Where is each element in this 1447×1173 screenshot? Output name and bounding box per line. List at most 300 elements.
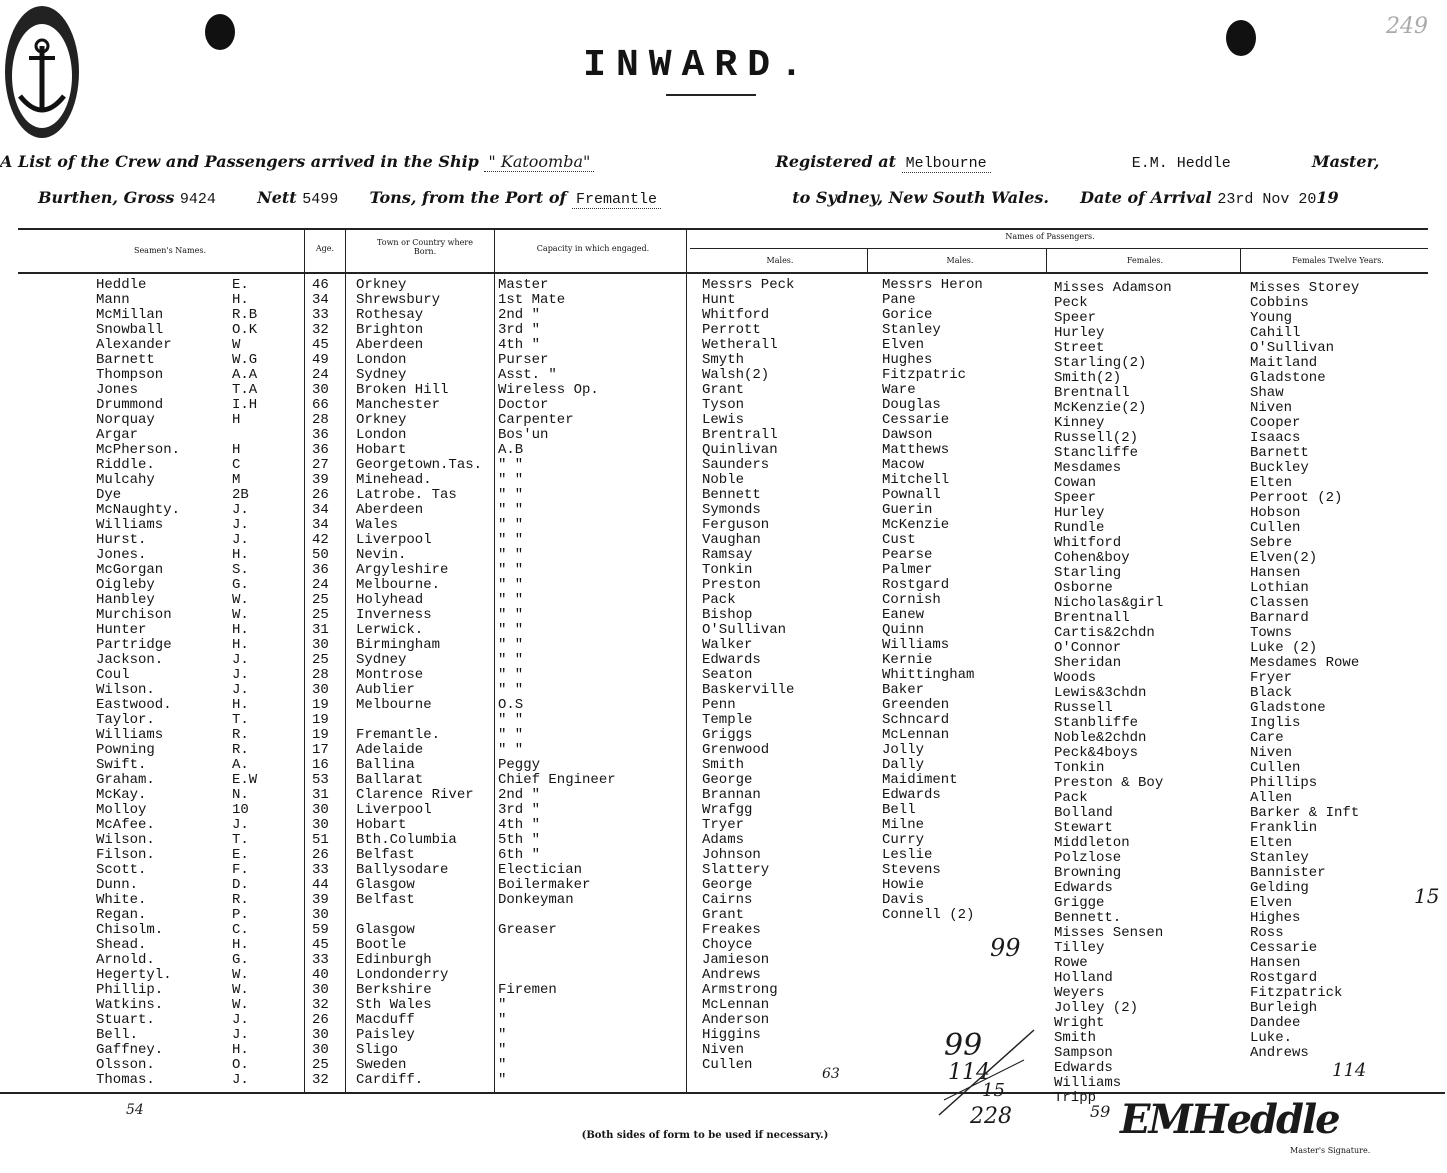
crew-initial: H [232,412,241,428]
from-port: Fremantle [572,191,661,209]
crew-surname: Swift. [96,757,147,773]
crew-surname: Scott. [96,862,147,878]
table-bottom-rule [0,1092,1445,1094]
crew-age: 66 [312,397,329,413]
crew-initial: J. [232,1012,249,1028]
crew-age: 32 [312,1072,329,1088]
crew-initial: T.A [232,382,258,398]
crew-initial: W. [232,982,249,998]
female-passenger: Stancliffe [1054,445,1139,461]
female-passenger: Sampson [1054,1045,1113,1061]
crew-surname: McGorgan [96,562,164,578]
crew-capacity: " " [498,577,524,593]
male-passenger: Wetherall [702,337,778,353]
child-passenger: Allen [1250,790,1293,806]
males-column-1 [702,278,794,1073]
crew-initial: F. [232,862,249,878]
crew-surname: Murchison [96,607,172,623]
crew-initial: P. [232,907,249,923]
child-passenger: Young [1250,310,1293,326]
females-column [1054,281,1172,1106]
crew-surname: Taylor. [96,712,155,728]
female-passenger: Jolley (2) [1054,1000,1139,1016]
crew-capacity: Electician [498,862,583,878]
crew-capacity: Peggy [498,757,541,773]
crew-capacity: 4th " [498,817,541,833]
female-passenger: Bolland [1054,805,1113,821]
crew-town: Macduff [356,1012,415,1028]
burthen-label: Burthen, Gross [38,188,175,207]
col-divider-age [304,228,305,1092]
child-passenger: Highes [1250,910,1301,926]
male-passenger: Baker [882,682,925,698]
female-passenger: Street [1054,340,1105,356]
arrival-date: 23rd Nov 20 [1217,191,1317,208]
male-passenger: Howie [882,877,925,893]
header-passengers: Names of Passengers. [1005,232,1095,241]
crew-age: 53 [312,772,329,788]
crew-surname: Drummond [96,397,164,413]
child-passenger: Inglis [1250,715,1301,731]
crew-town: Glasgow [356,877,415,893]
male-passenger: Mitchell [882,472,950,488]
header-males-1: Males. [766,256,794,265]
crew-capacity: 5th " [498,832,541,848]
crew-surname: Filson. [96,847,155,863]
male-passenger: Ware [882,382,916,398]
male-passenger: Pane [882,292,916,308]
female-passenger: Speer [1054,490,1097,506]
male-passenger: Brentrall [702,427,778,443]
male-passenger: Hunt [702,292,736,308]
female-passenger: O'Connor [1054,640,1122,656]
crew-town: Ballysodare [356,862,449,878]
crew-town: Manchester [356,397,441,413]
male-passenger: Williams [882,637,950,653]
crew-capacity: " " [498,502,524,518]
crew-surname: Alexander [96,337,172,353]
male-passenger: Freakes [702,922,761,938]
female-passenger: Rowe [1054,955,1088,971]
crew-town: Hobart [356,442,407,458]
crew-town: Sydney [356,367,407,383]
crew-capacity: Purser [498,352,549,368]
male-passenger: Fitzpatric [882,367,967,383]
crew-town: Glasgow [356,922,415,938]
child-passenger: Mesdames Rowe [1250,655,1360,671]
master-signature: EMHeddle [1120,1096,1339,1143]
crew-age: 59 [312,922,329,938]
female-passenger: Tilley [1054,940,1105,956]
crew-capacity: 3rd " [498,322,541,338]
child-passenger: Cooper [1250,415,1301,431]
crew-town: Londonderry [356,967,449,983]
crew-surname: Eastwood. [96,697,172,713]
crew-town: Hobart [356,817,407,833]
crew-initial: 10 [232,802,249,818]
crew-capacity: " " [498,517,524,533]
female-passenger: Tripp [1054,1090,1097,1106]
crew-town: Orkney [356,412,407,428]
crew-capacity: " " [498,682,524,698]
child-passenger: Franklin [1250,820,1318,836]
male-passenger: Anderson [702,1012,770,1028]
crew-initial: J. [232,667,249,683]
header-females: Females. [1126,256,1164,265]
male-passenger: Milne [882,817,925,833]
crew-surname: Regan. [96,907,147,923]
crew-capacity: 3rd " [498,802,541,818]
crew-town: Liverpool [356,802,432,818]
crew-initial: J. [232,817,249,833]
child-passenger: Lothian [1250,580,1309,596]
crew-capacity: 1st Mate [498,292,566,308]
crew-age: 30 [312,802,329,818]
crew-town: Georgetown.Tas. [356,457,483,473]
crew-capacity: " " [498,667,524,683]
male-passenger: McKenzie [882,517,950,533]
child-passenger: Cobbins [1250,295,1309,311]
header-children: Females Twelve Years. [1292,256,1384,265]
male-passenger: Palmer [882,562,933,578]
crew-initial: A.A [232,367,258,383]
crew-age: 51 [312,832,329,848]
tons-from-label: Tons, from the Port of [369,188,567,207]
child-passenger: Barnard [1250,610,1309,626]
crew-capacity: Donkeyman [498,892,574,908]
male-passenger: Macow [882,457,925,473]
crew-town: Sweden [356,1057,407,1073]
crew-ages-column [312,278,329,1088]
male-passenger: Seaton [702,667,753,683]
crew-initial: J. [232,1072,249,1088]
female-passenger: Osborne [1054,580,1113,596]
col-divider-males2 [867,248,868,274]
crew-age: 25 [312,592,329,608]
crew-initial: J. [232,652,249,668]
crew-town: Sligo [356,1042,399,1058]
col-divider-children [1240,248,1241,274]
child-passenger: Gelding [1250,880,1309,896]
crew-initial: J. [232,517,249,533]
crew-surname: McNaughty. [96,502,181,518]
female-passenger: Polzlose [1054,850,1122,866]
crew-capacity: " [498,997,507,1013]
male-passenger: Higgins [702,1027,761,1043]
child-passenger: Classen [1250,595,1309,611]
crew-age: 33 [312,952,329,968]
signature-label: Master's Signature. [1290,1146,1371,1155]
crew-initial: R. [232,742,249,758]
crew-capacity: " [498,1012,507,1028]
children-column [1250,281,1359,1061]
crew-surname: Oigleby [96,577,155,593]
female-passenger: Peck [1054,295,1088,311]
title-rule [666,94,756,96]
crew-capacity: Asst. " [498,367,557,383]
crew-town: Clarence River [356,787,474,803]
female-passenger: Cowan [1054,475,1097,491]
passenger-header-rule [690,248,1428,249]
male-passenger: Messrs Heron [882,277,983,293]
header-age: Age. [315,244,335,253]
males2-total-tally: 99 [990,934,1021,962]
crew-surname: McKay. [96,787,147,803]
child-passenger: Elten [1250,475,1293,491]
male-passenger: Schncard [882,712,950,728]
crew-initial: H. [232,1042,249,1058]
crew-surname: Hurst. [96,532,147,548]
child-passenger: O'Sullivan [1250,340,1335,356]
crew-initial: H. [232,547,249,563]
crew-initial: N. [232,787,249,803]
crew-initial: H. [232,937,249,953]
female-passenger: Mesdames [1054,460,1122,476]
crew-age: 28 [312,412,329,428]
male-passenger: Gorice [882,307,933,323]
crew-surname: White. [96,892,147,908]
crew-surname: Coul [96,667,130,683]
male-passenger: Temple [702,712,753,728]
female-passenger: Edwards [1054,880,1113,896]
male-passenger: Saunders [702,457,770,473]
crew-capacity: Greaser [498,922,557,938]
crew-capacity: " " [498,622,524,638]
crew-surname: Jackson. [96,652,164,668]
sum-99: 99 [944,1028,983,1063]
crew-surname: Williams [96,727,164,743]
crew-capacity: " " [498,592,524,608]
child-passenger: Buckley [1250,460,1309,476]
crew-age: 19 [312,697,329,713]
crew-surname: Gaffney. [96,1042,164,1058]
arrival-label: Date of Arrival [1080,188,1212,207]
corner-page-number: 249 [1386,14,1428,39]
crew-initial: E. [232,277,249,293]
crew-initial: R. [232,892,249,908]
crew-initial [232,428,257,443]
sum-15: 15 [982,1080,1005,1101]
crew-surname: Norquay [96,412,155,428]
crew-surname: Jones. [96,547,147,563]
female-passenger: Rundle [1054,520,1105,536]
crew-town: Belfast [356,892,415,908]
crew-town: Aberdeen [356,502,424,518]
crew-capacity: " " [498,532,524,548]
crew-surname: Mulcahy [96,472,155,488]
crew-age: 26 [312,1012,329,1028]
male-passenger: Cessarie [882,412,950,428]
to-sydney-label: to Sydney, New South Wales. [792,188,1049,207]
female-passenger: Edwards [1054,1060,1113,1076]
child-passenger: Fryer [1250,670,1293,686]
children-total-tally: 114 [1332,1060,1367,1081]
crew-capacity: " [498,1072,507,1088]
male-passenger: McLennan [702,997,770,1013]
crew-surnames-column [96,278,180,1088]
female-passenger: Kinney [1054,415,1105,431]
crew-town: Inverness [356,607,432,623]
crew-surname: Partridge [96,637,172,653]
male-passenger: Perrott [702,322,761,338]
male-passenger: Grant [702,907,745,923]
crew-capacity: Boilermaker [498,877,591,893]
male-passenger: Walsh(2) [702,367,770,383]
crew-surname: Thomas. [96,1072,155,1088]
margin-tally-15: 15 [1414,884,1440,908]
crew-town [356,713,482,728]
crew-town [356,908,482,923]
crew-age: 30 [312,817,329,833]
crew-capacity: " [498,1027,507,1043]
male-passenger: Pack [702,592,736,608]
crew-capacity: A.B [498,442,524,458]
crew-age: 36 [312,442,329,458]
crew-capacity: 2nd " [498,787,541,803]
female-passenger: Stewart [1054,820,1113,836]
male-passenger: Niven [702,1042,745,1058]
crew-initial: M [232,472,241,488]
crew-initial: W. [232,967,249,983]
crew-surname: Riddle. [96,457,155,473]
crew-total-tally: 54 [126,1102,144,1118]
male-passenger: Smyth [702,352,745,368]
male-passenger: Whitford [702,307,770,323]
male-passenger: Matthews [882,442,950,458]
female-passenger: Misses Adamson [1054,280,1172,296]
crew-town: Holyhead [356,592,424,608]
crew-town: Orkney [356,277,407,293]
crew-capacity: " " [498,472,524,488]
female-passenger: Smith(2) [1054,370,1122,386]
crew-age: 39 [312,892,329,908]
crew-capacity: Wireless Op. [498,382,599,398]
crew-town: Edinburgh [356,952,432,968]
male-passenger: McLennan [882,727,950,743]
crew-capacity: Carpenter [498,412,574,428]
crew-town: Wales [356,517,399,533]
crew-town: Montrose [356,667,424,683]
crew-age: 24 [312,577,329,593]
crew-surname: Powning [96,742,155,758]
male-passenger: Pearse [882,547,933,563]
col-divider-females [1046,248,1047,274]
crew-age: 50 [312,547,329,563]
crew-age: 19 [312,727,329,743]
crew-age: 16 [312,757,329,773]
female-passenger: Whitford [1054,535,1122,551]
female-passenger: Lewis&3chdn [1054,685,1147,701]
female-passenger: Nicholas&girl [1054,595,1164,611]
sum-strike [934,1020,1044,1130]
crew-town: Sydney [356,652,407,668]
male-passenger: Dally [882,757,925,773]
crew-age: 34 [312,292,329,308]
col-divider-capacity [494,228,495,1092]
child-passenger: Ross [1250,925,1284,941]
burthen-line [38,188,1438,210]
child-passenger: Niven [1250,745,1293,761]
crew-town: Bth.Columbia [356,832,457,848]
registered-label: Registered at [775,152,896,171]
female-passenger: Speer [1054,310,1097,326]
crew-surname: McPherson. [96,442,181,458]
male-passenger: Andrews [702,967,761,983]
crew-town: Belfast [356,847,415,863]
male-passenger: Tonkin [702,562,753,578]
crew-age: 44 [312,877,329,893]
crew-initial: T. [232,712,249,728]
crew-age: 39 [312,472,329,488]
crew-initials-column [232,278,257,1088]
male-passenger: Tryer [702,817,745,833]
crew-initial: H. [232,697,249,713]
child-passenger: Barnett [1250,445,1309,461]
male-passenger: Connell (2) [882,907,975,923]
crew-surname: Wilson. [96,832,155,848]
child-passenger: Niven [1250,400,1293,416]
child-passenger: Gladstone [1250,370,1326,386]
crew-age: 30 [312,1027,329,1043]
female-passenger: Woods [1054,670,1097,686]
crew-surname: Watkins. [96,997,164,1013]
crew-age: 17 [312,742,329,758]
child-passenger: Rostgard [1250,970,1318,986]
male-passenger: Griggs [702,727,753,743]
crew-age: 25 [312,1057,329,1073]
crew-town: Lerwick. [356,622,424,638]
crew-initial: J. [232,682,249,698]
males-total-tally: 63 [822,1066,840,1082]
crew-surname: Phillip. [96,982,164,998]
master-label: Master, [1311,152,1380,171]
crew-age: 30 [312,637,329,653]
male-passenger: Hughes [882,352,933,368]
child-passenger: Black [1250,685,1293,701]
anchor-seal-icon [2,2,82,140]
child-passenger: Fitzpatrick [1250,985,1343,1001]
crew-initial: O. [232,1057,249,1073]
child-passenger: Cessarie [1250,940,1318,956]
crew-town: Bootle [356,937,407,953]
male-passenger: Cust [882,532,916,548]
crew-town: Melbourne. [356,577,441,593]
crew-surname: Williams [96,517,164,533]
crew-initial: E.W [232,772,258,788]
crew-capacity: Firemen [498,982,557,998]
male-passenger: Armstrong [702,982,778,998]
male-passenger: Guerin [882,502,933,518]
crew-town: Aublier [356,682,415,698]
col-divider-town [345,228,346,1092]
child-passenger: Cullen [1250,760,1301,776]
crew-age: 46 [312,277,329,293]
arrival-year: 19 [1316,188,1339,207]
male-passenger: Penn [702,697,736,713]
male-passenger: George [702,772,753,788]
crew-surname: Mann [96,292,130,308]
crew-initial: W [232,337,241,353]
female-passenger: Middleton [1054,835,1130,851]
child-passenger: Hansen [1250,565,1301,581]
crew-surname: Barnett [96,352,155,368]
crew-surname: Chisolm. [96,922,164,938]
male-passenger: Cairns [702,892,753,908]
list-prefix: A List of the Crew and Passengers arrived in the Ship [0,152,479,171]
crew-town: Broken Hill [356,382,449,398]
male-passenger: Vaughan [702,532,761,548]
crew-town: Fremantle. [356,727,441,743]
